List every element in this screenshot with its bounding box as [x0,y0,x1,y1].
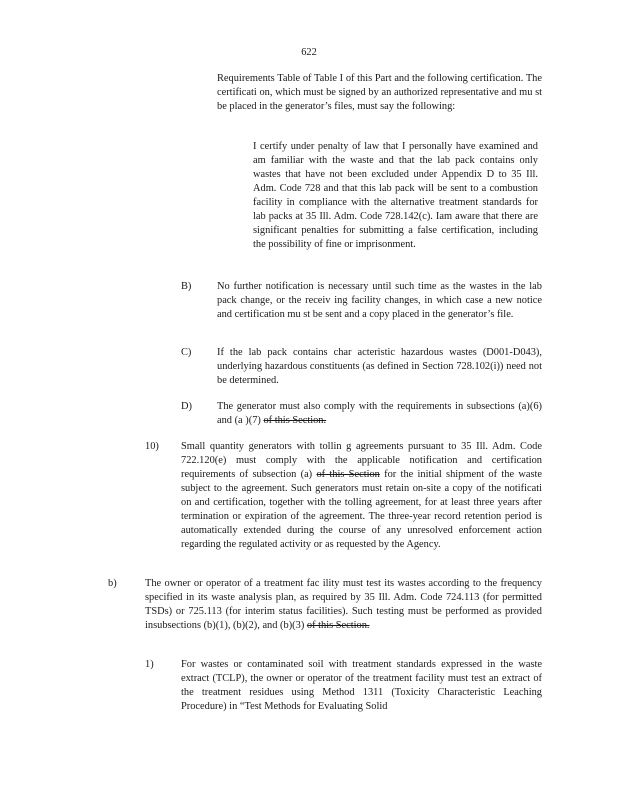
item-d-label: D) [181,401,192,412]
item-10-body-b: for the initial shipment of the waste subject to the agreement. Such generators must retain on-site a copy of the notificati on and certification, together with the tolling agreement, for at least three years after termination or expiration of the agreement. The three-year record retention period is automatically extended during the course of any unresolved enforcement action regarding the regulated activity or as requested by the Agency. [181,469,543,550]
item-b-lower-body: The owner or operator of a treatment fac ility must test its wastes according to the frequency specified in its waste analysis plan, as required by 35 Ill. Adm. Code 724.113 (for permitted TSDs) or 725.113 (for interim status facilities). Such testing must be performed as provided insubsections (b)(1), (b)(2), and (b)(3) [145,578,542,631]
item-d-text [217,400,542,428]
item-10-text [181,440,542,552]
intro-paragraph: Requirements Table of Table I of this Part and the following certification. The certificati on, which must be signed by an authorized representative and mu st be placed in the generator’s files, must say the following: [217,73,542,112]
item-b-lower-label: b) [108,578,117,589]
item-b-lower-text [145,577,542,633]
item-d-body: The generator must also comply with the requirements in subsections (a)(6) and (a )(7) [217,401,542,426]
certification-statement: I certify under penalty of law that I personally have examined and am familiar with the waste and that the lab pack contains only wastes that have not been excluded under Appendix D to 35 Ill. Adm. Code 728 and that this lab pack will be sent to a combustion facility in compliance with the alternative treatment standards for lab packs at 35 Ill. Adm. Code 728.142(c). Iam aware that there are significant penalties for submitting a false certification, including the possibility of fine or imprisonment. [253,141,538,250]
item-10-label: 10) [145,441,159,452]
item-10-body-a: Small quantity generators with tollin g agreements pursuant to 35 Ill. Adm. Code 722.120(e) must comply with the applicable notification and certification requirements of subsection (a) [181,441,542,480]
item-10-struck-text: of this Section [316,469,380,480]
item-b-lower-struck-text: of this Section. [306,620,370,631]
item-d-struck-text: of this Section. [263,415,327,426]
item-b-upper-label: B) [181,281,192,292]
item-c-text: If the lab pack contains char acteristic hazardous wastes (D001-D043), underlying hazardous constituents (as defined in Section 728.102(i)) need not be determined. [217,347,542,386]
item-b-upper-text: No further notification is necessary until such time as the wastes in the lab pack change, or the receiv ing facility changes, in which case a new notice and certification mu st be sent and a copy placed in the generator’s file. [217,281,542,320]
item-c-label: C) [181,347,192,358]
item-1-text: For wastes or contaminated soil with treatment standards expressed in the waste extract (TCLP), the owner or operator of the treatment facility must test an extract of the treatment residues using Method 1311 (Toxicity Characteristic Leaching Procedure) in “Test Methods for Evaluating Solid [181,659,542,712]
item-1-label: 1) [145,659,154,670]
page-number: 622 [301,47,317,58]
